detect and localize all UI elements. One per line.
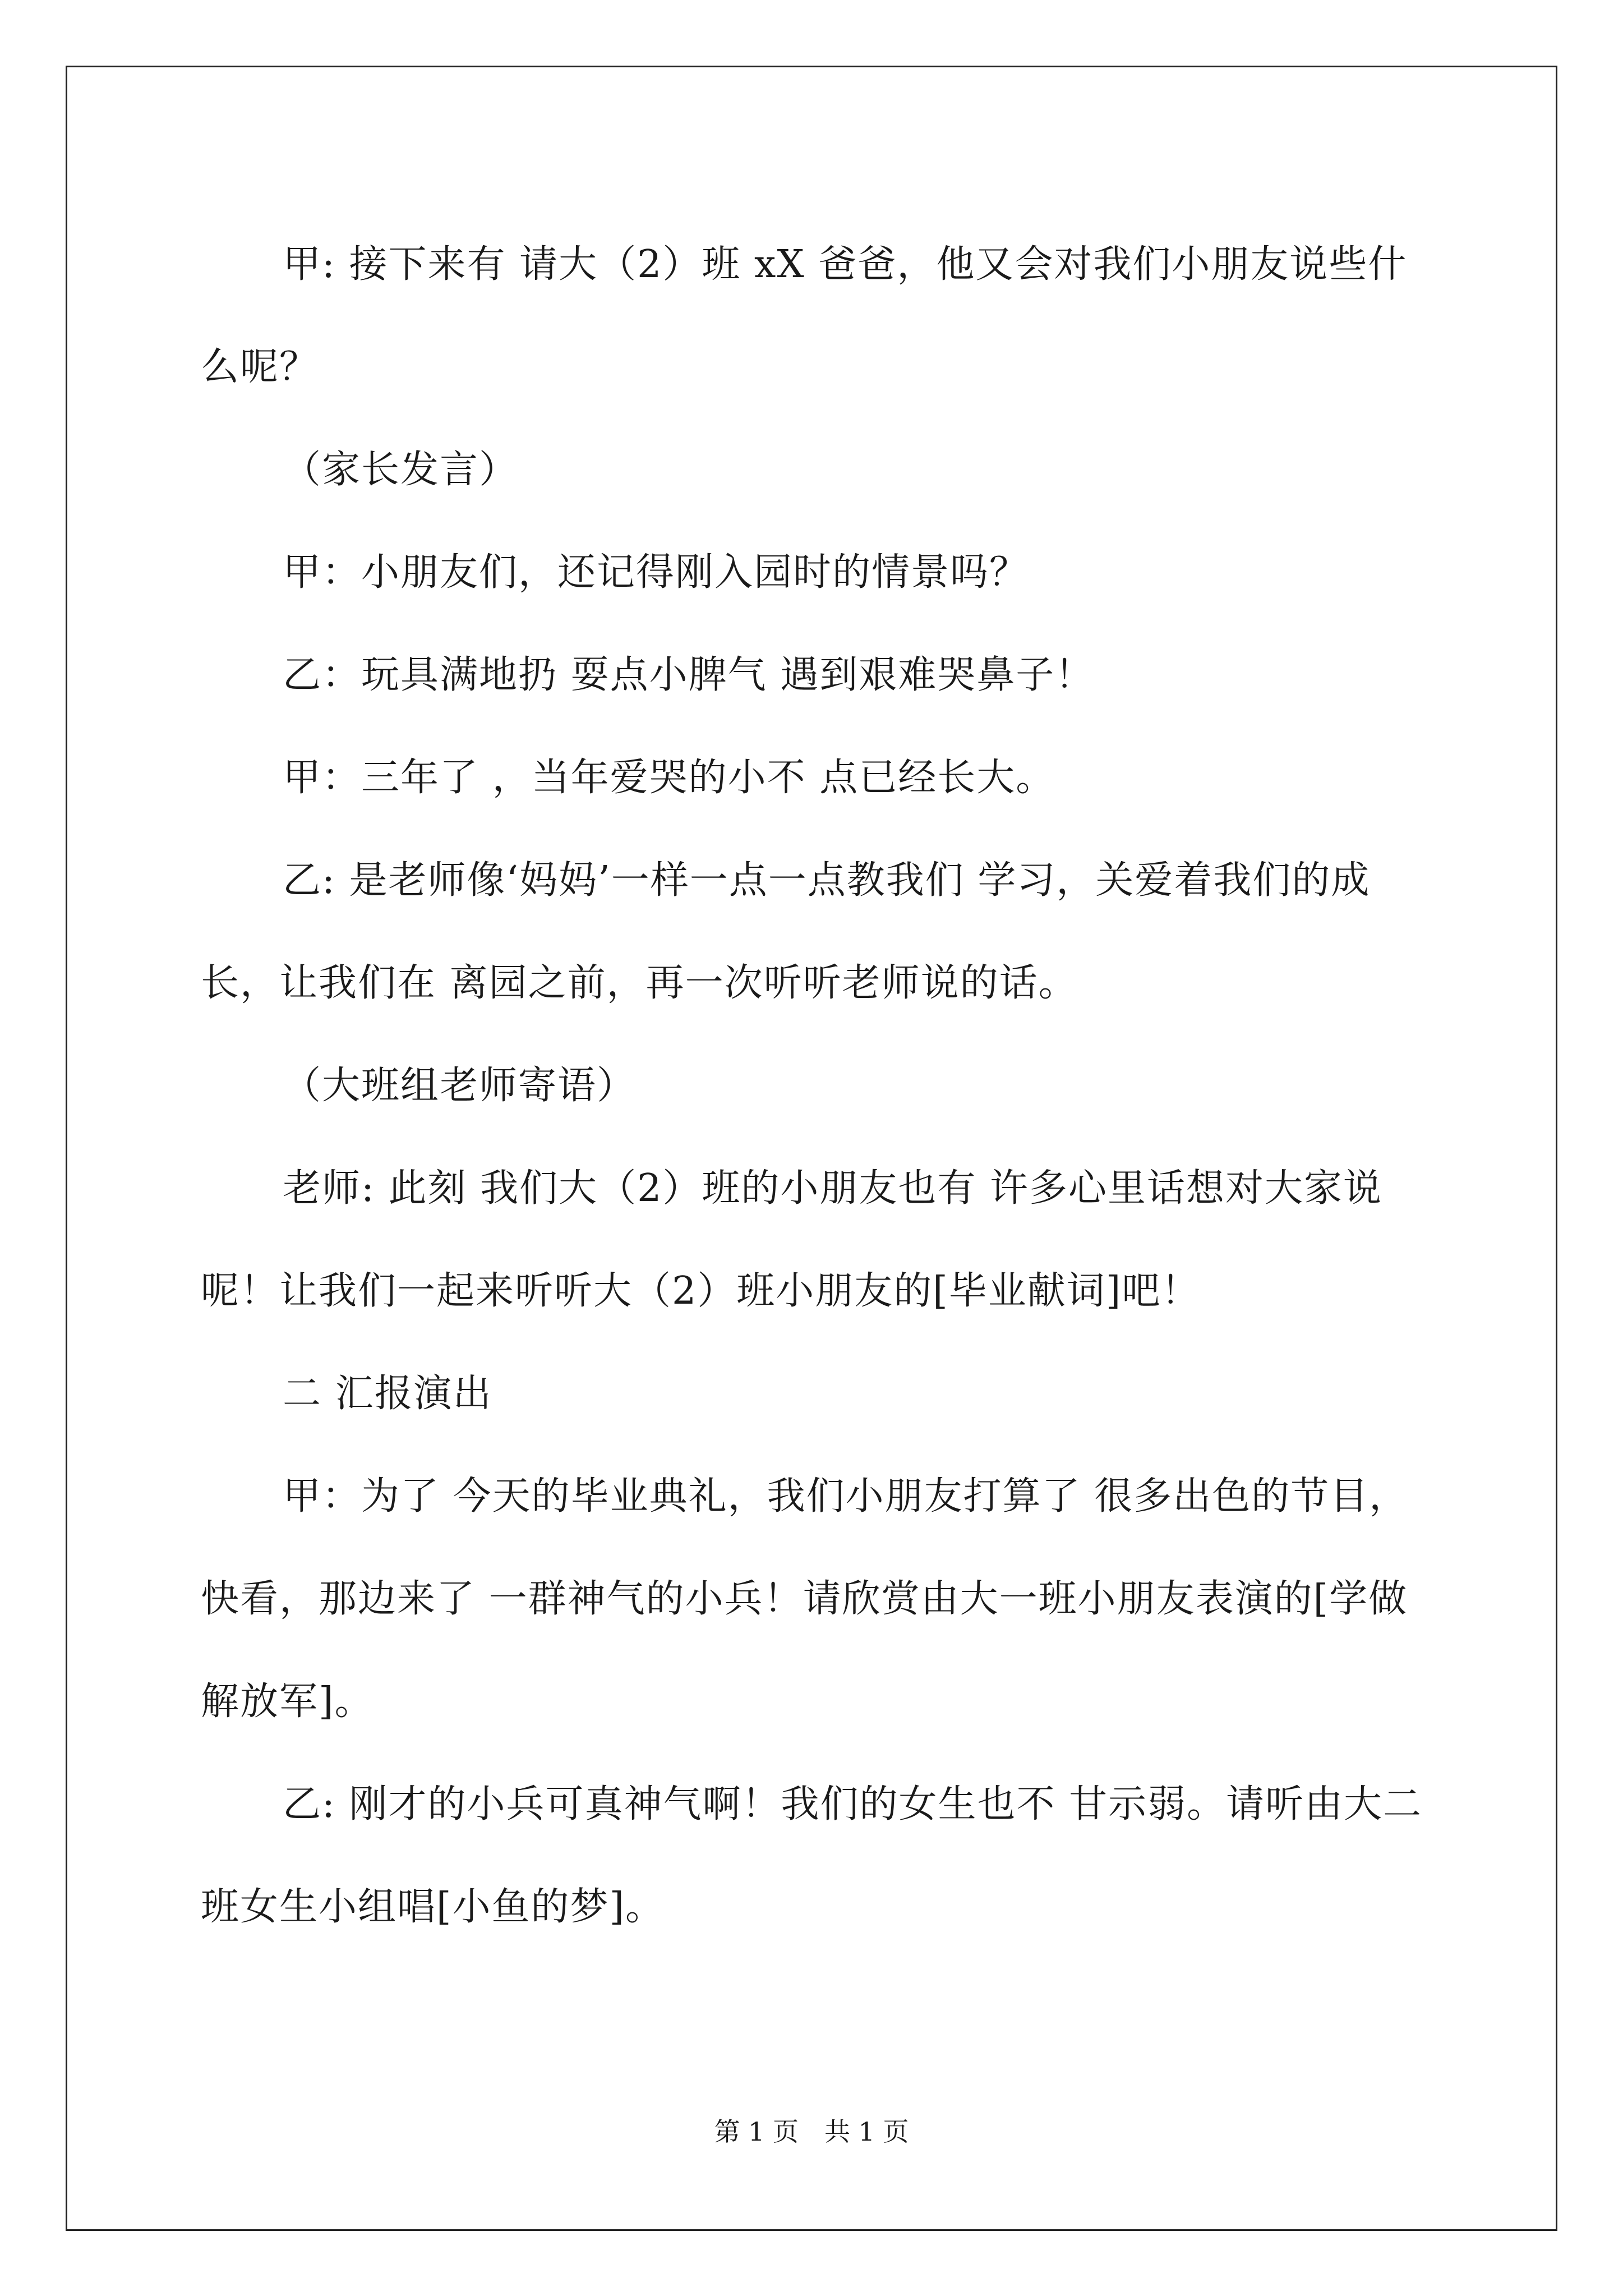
paragraph-host-yi-teacher: 乙: 是老师像‘妈妈’一样一点一点教我们 学习，关爱着我们的成长，让我们在 离园之前，再一次听听老师说的话。 [201,858,1371,1005]
paragraph-teacher-speech: 老师: 此刻 我们大（2）班的小朋友也有 许多心里话想对大家说呢！让我们一起来听听大（2）班小朋友的[毕业献词]吧！ [201,1166,1383,1313]
section-heading-performance: 二 汇报演出 [283,1372,492,1416]
paragraph-host-yi-girls: 乙: 刚才的小兵可真神气啊！我们的女生也不 甘示弱。请听由大二班女生小组唱[小鱼的梦]。 [201,1782,1423,1929]
paragraph-host-jia-father: 甲: 接下来有 请大（2）班 xX 爸爸，他又会对我们小朋友说些什么呢？ [201,242,1408,389]
paragraph-parent-speech: （家长发言） [283,448,519,492]
paragraph-host-jia-three-years: 甲：三年了 ，当年爱哭的小不 点已经长大。 [283,756,1055,800]
document-body [201,213,1429,1958]
paragraph-host-yi-toys: 乙：玩具满地扔 耍点小脾气 遇到艰难哭鼻子！ [283,653,1095,697]
paragraph-host-jia-remember: 甲：小朋友们，还记得刚入园时的情景吗？ [283,550,1029,595]
paragraph-host-jia-program: 甲：为了 今天的毕业典礼，我们小朋友打算了 很多出色的节目，快看，那边来了 一群神气的小兵！请欣赏由大一班小朋友表演的[学做解放军]。 [201,1474,1409,1724]
page-number-footer: 第 1 页 共 1 页 [714,2116,909,2147]
paragraph-teacher-message: （大班组老师寄语） [283,1064,637,1108]
